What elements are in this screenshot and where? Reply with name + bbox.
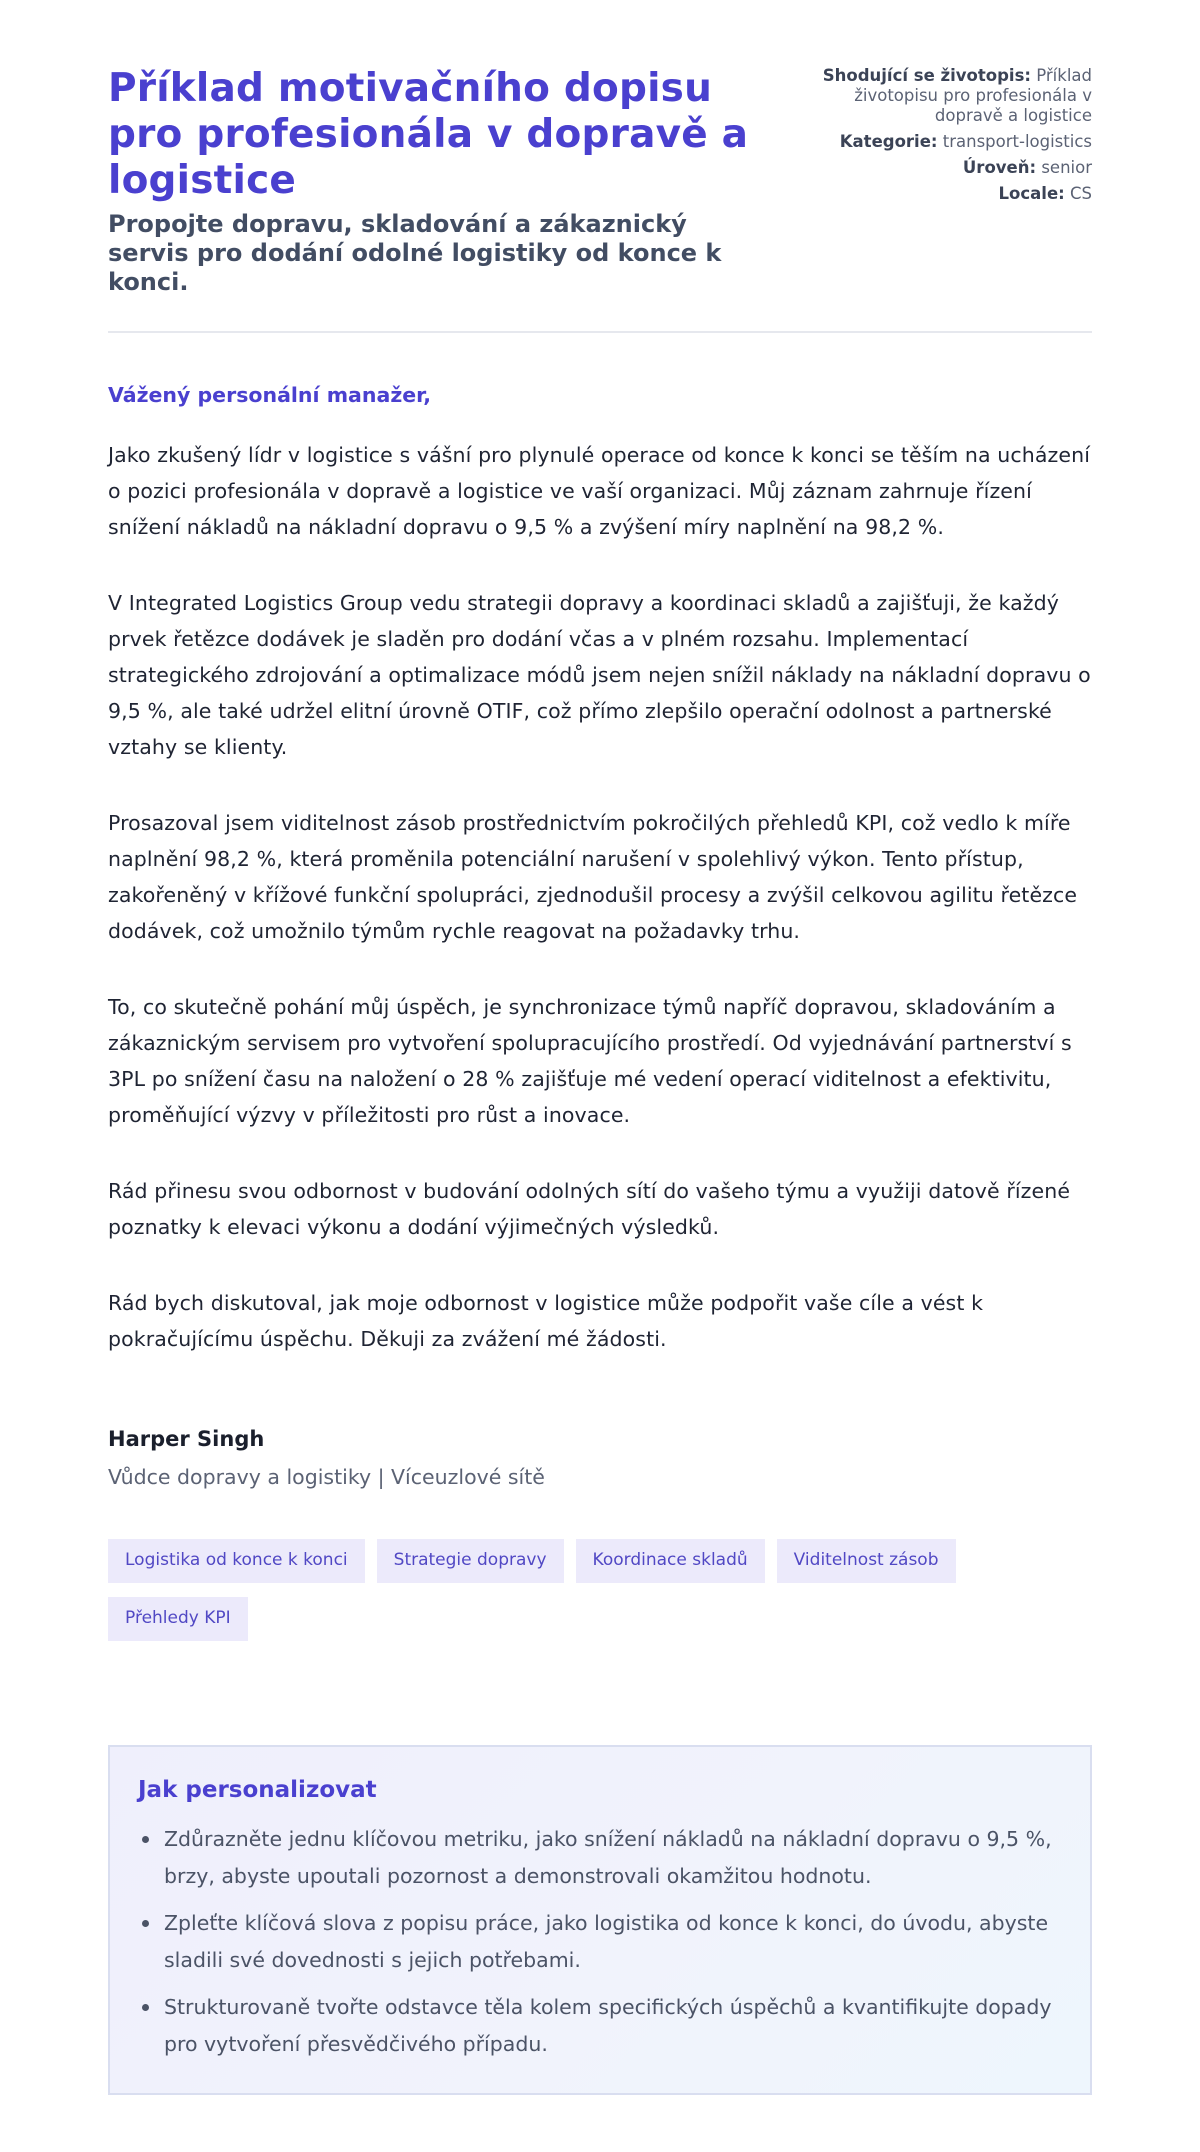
meta-category-label: Kategorie: — [839, 132, 938, 151]
tips-item — [138, 1821, 1062, 1895]
letter-paragraph: Prosazoval jsem viditelnost zásob prostřednictvím pokročilých přehledů KPI, což vedlo k míře naplnění 98,2 %, která proměnila potenciální narušení v spolehlivý výkon. Tento přístup, zakořeněný v křížové funkční spolupráci, zjednodušil procesy a zvýšil celkovou agilitu řetězce dodávek, což umožnilo týmům rychle reagovat na požadavky trhu. — [108, 811, 1078, 943]
meta-resume-value: Příklad životopisu pro profesionála v dopravě a logistice — [854, 66, 1092, 125]
meta-panel — [792, 66, 1092, 210]
tips-title: Jak personalizovat — [138, 1777, 377, 1803]
tips-item-text: Strukturovaně tvořte odstavce těla kolem specifických úspěchů a kvantifikujte dopady pro vytvoření přesvědčivého případu. — [164, 1995, 1052, 2056]
signature-title: Vůdce dopravy a logistiky | Víceuzlové sítě — [108, 1465, 545, 1489]
letter-paragraph: To, co skutečně pohání můj úspěch, je synchronizace týmů napříč dopravou, skladováním a zákaznickým servisem pro vytvoření spolupracujícího prostředí. Od vyjednávání partnerství s 3PL po snížení času na naložení o 28 % zajišťuje mé vedení operací viditelnost a efektivitu, proměňující výzvy v příležitosti pro růst a inovace. — [108, 995, 1072, 1127]
meta-locale-label: Locale: — [998, 184, 1065, 203]
meta-locale-value: CS — [1070, 184, 1092, 203]
skill-tag: Strategie dopravy — [377, 1539, 564, 1583]
skill-tag: Viditelnost zásob — [777, 1539, 956, 1583]
tips-item-text: Zpleťte klíčová slova z popisu práce, jako logistika od konce k konci, do úvodu, abyste sladili své dovednosti s jejich potřebami. — [164, 1911, 1049, 1972]
skill-tag: Koordinace skladů — [576, 1539, 765, 1583]
salutation: Vážený personální manažer, — [108, 383, 432, 407]
meta-category-value: transport-logistics — [942, 132, 1092, 151]
tips-item-text: Zdůrazněte jednu klíčovou metriku, jako snížení nákladů na nákladní dopravu o 9,5 %, brzy, abyste upoutali pozornost a demonstrovali okamžitou hodnotu. — [164, 1827, 1052, 1888]
letter-body — [108, 333, 1092, 1489]
skill-tag: Přehledy KPI — [108, 1597, 248, 1641]
bullet-icon — [142, 2004, 149, 2011]
letter-paragraph: Rád přinesu svou odbornost v budování odolných sítí do vašeho týmu a využiji datově řízené poznatky k elevaci výkonu a dodání výjimečných výsledků. — [108, 1179, 1071, 1239]
meta-resume-label: Shodující se životopis: — [822, 66, 1031, 85]
letter-paragraph: Jako zkušený lídr v logistice s vášní pro plynulé operace od konce k konci se těším na ucházení o pozici profesionála v dopravě a logistice ve vaší organizaci. Můj záznam zahrnuje řízení snížení nákladů na nákladní dopravu o 9,5 % a zvýšení míry naplnění na 98,2 %. — [108, 443, 1090, 539]
letter-paragraph: V Integrated Logistics Group vedu strategii dopravy a koordinaci skladů a zajišťuji, že každý prvek řetězce dodávek je sladěn pro dodání včas a v plném rozsahu. Implementací strategického zdrojování a optimalizace módů jsem nejen snížil náklady na nákladní dopravu o 9,5 %, ale také udržel elitní úrovně OTIF, což přímo zlepšilo operační odolnost a partnerské vztahy se klienty. — [108, 591, 1091, 759]
personalization-tips — [108, 1745, 1092, 2095]
tips-list — [138, 1821, 1062, 2063]
page-header — [108, 66, 1092, 333]
bullet-icon — [142, 1836, 149, 1843]
bullet-icon — [142, 1920, 149, 1927]
meta-level-label: Úroveň: — [962, 158, 1037, 177]
skill-tag: Logistika od konce k konci — [108, 1539, 365, 1583]
page-subtitle: Propojte dopravu, skladování a zákaznický servis pro dodání odolné logistiky od konce k konci. — [108, 210, 722, 296]
signature-block — [108, 1427, 1092, 1489]
tips-item — [138, 1989, 1062, 2063]
page-title: Příklad motivačního dopisu pro profesionála v dopravě a logistice — [108, 66, 749, 203]
meta-resume — [792, 66, 1092, 126]
meta-level-value: senior — [1041, 158, 1092, 177]
tips-item — [138, 1905, 1062, 1979]
meta-level — [792, 158, 1092, 178]
meta-locale — [792, 184, 1092, 204]
letter-paragraph: Rád bych diskutoval, jak moje odbornost v logistice může podpořit vaše cíle a vést k pokračujícímu úspěchu. Děkuji za zvážení mé žádosti. — [108, 1291, 984, 1351]
meta-category — [792, 132, 1092, 152]
title-block — [108, 66, 773, 297]
signature-name: Harper Singh — [108, 1427, 265, 1451]
skill-tags — [108, 1539, 1092, 1655]
